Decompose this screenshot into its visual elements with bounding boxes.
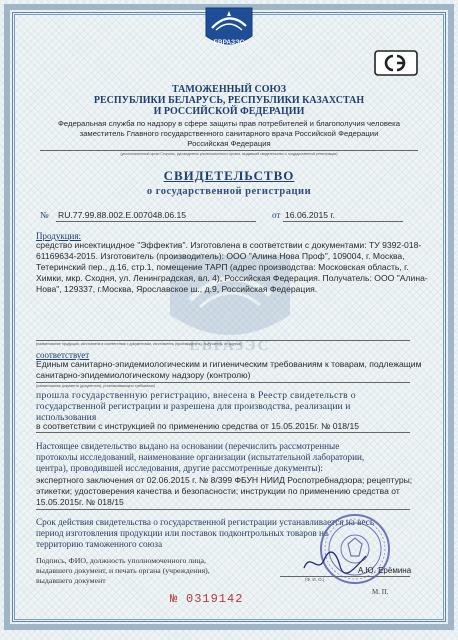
signature-caption-line: Подпись, ФИО, должность уполномоченного лица, (36, 556, 206, 565)
basis-line: центра), проводившей исследования, другие рассмотренные документы): (36, 463, 323, 473)
product-line: Химки, мкр. Сходня, ул. Ленинградская, вл. 4), Российская Федерация. Получатель: ООО "Алина- (36, 273, 428, 283)
emblem-text: ЕВРАЗЭС (213, 39, 245, 46)
basis-line: Настоящее свидетельство выдано на основании (перечислить рассмотренные (36, 441, 340, 451)
certificate-title: СВИДЕТЕЛЬСТВО (163, 168, 295, 183)
usage-instruction: в соответствии с инструкцией по применению средства от 15.05.2015г. № 018/15 (36, 421, 360, 431)
serial-prefix: № (170, 592, 178, 606)
validity-line: Срок действия свидетельства о государственной регистрации устанавливается на весь (36, 517, 375, 527)
agency-caption: (уполномоченный орган Стороны, руководитель уполномоченного органа, выдавший свидетельство о государственной регистрации) (120, 152, 338, 156)
reg-date-underline (283, 221, 403, 222)
compliance-line: санитарно-эпидемиологическому надзору (контролю) (36, 370, 251, 380)
usage-underline (36, 432, 410, 433)
reg-number: RU.77.99.88.002.Е.007048.06.15 (58, 210, 187, 220)
compliance-underline (36, 382, 410, 383)
reg-date: 16.06.2015 г. (285, 210, 335, 220)
basis-line: протоколы исследований, наименование организации (испытательной лаборатории, (36, 452, 365, 462)
signature-caption-line: выдавшего документ (36, 576, 106, 585)
union-title-line3: И РОССИЙСКОЙ ФЕДЕРАЦИИ (153, 106, 305, 117)
product-line: Тетеринский пер., д.16, стр.1, помещение ТАРП (адрес производства: Московская область, г. (36, 262, 409, 272)
registry-line: использования (36, 412, 97, 423)
watermark-text: ЕВРАЗЭС (189, 338, 271, 354)
agency-line1: Федеральная служба по надзору в сфере защиты прав потребителей и благополучия человека (58, 119, 400, 128)
product-line: средство инсектицидное "Эффектив". Изготовлена в соответствии с документами: ТУ 9392-018- (36, 240, 422, 250)
union-title-line2: РЕСПУБЛИКИ БЕЛАРУСЬ, РЕСПУБЛИКИ КАЗАХСТАН (93, 95, 365, 106)
eurasec-emblem (202, 6, 256, 50)
serial-number: 0319142 (186, 592, 244, 606)
registry-line: государственной регистрации и разрешена для производства, реализации и (36, 401, 351, 412)
basis-detail: 15.05.2015г. № 018/15 (36, 497, 124, 507)
product-line: Нова", 129337, г.Москва, Ярославское ш., д.9, Российская Федерация. (36, 284, 318, 294)
conformity-mark-icon (374, 50, 418, 76)
validity-line: территорию таможенного союза (36, 539, 163, 549)
product-caption: (наименование продукции, изготовлена в соответствии с документами, изготовитель (производитель), получатель, их адреса) (36, 342, 242, 346)
reg-date-label: от (272, 210, 281, 220)
validity-line: период изготовления продукции или поставок подконтрольных товаров на (36, 528, 329, 538)
union-title-line1: ТАМОЖЕННЫЙ СОЮЗ (171, 84, 287, 95)
signature-caption-line: выдавшего документ, и печать органа (учреждения), (36, 566, 210, 575)
basis-underline (36, 509, 410, 510)
signer-name: А.Ю. Ерёмина (358, 566, 412, 575)
product-underline (36, 340, 410, 341)
reg-number-underline (56, 221, 256, 222)
reg-number-label: № (40, 210, 49, 220)
agency-line2: заместитель Главного государственного санитарного врача Российской Федерации (79, 129, 379, 138)
compliance-label: соответствует (36, 350, 90, 360)
stamp-place-caption: М. П. (372, 588, 389, 596)
basis-detail: этикетки; удостоверения качества и безопасности; инструкции по применению средства от (36, 486, 400, 496)
certificate-subtitle: о государственной регистрации (146, 186, 312, 197)
registry-line: прошла государственную регистрацию, внесена в Реестр свидетельств о (36, 390, 356, 401)
basis-detail: экспертного заключения от 02.06.2015 г. № 8/399 ФБУН НИИД Роспотребнадзора; рецептуры; (36, 475, 413, 485)
product-label: Продукция: (36, 231, 81, 241)
compliance-caption: (наименование документа (документов), устанавливающего требования) (36, 384, 156, 388)
agency-line3: Российская Федерация (187, 139, 271, 148)
compliance-line: Единым санитарно-эпидемиологическим и гигиеническим требованиям к товарам, подлежащим (36, 359, 422, 369)
signer-name-caption: (Ф. И. О.) (305, 577, 325, 582)
product-line: 61169634-2015. Изготовитель (производитель): ООО "Алина Нова Проф", 109004, г. Москва, (36, 251, 405, 261)
agency-underline (40, 150, 418, 151)
signature-underline (280, 576, 410, 577)
